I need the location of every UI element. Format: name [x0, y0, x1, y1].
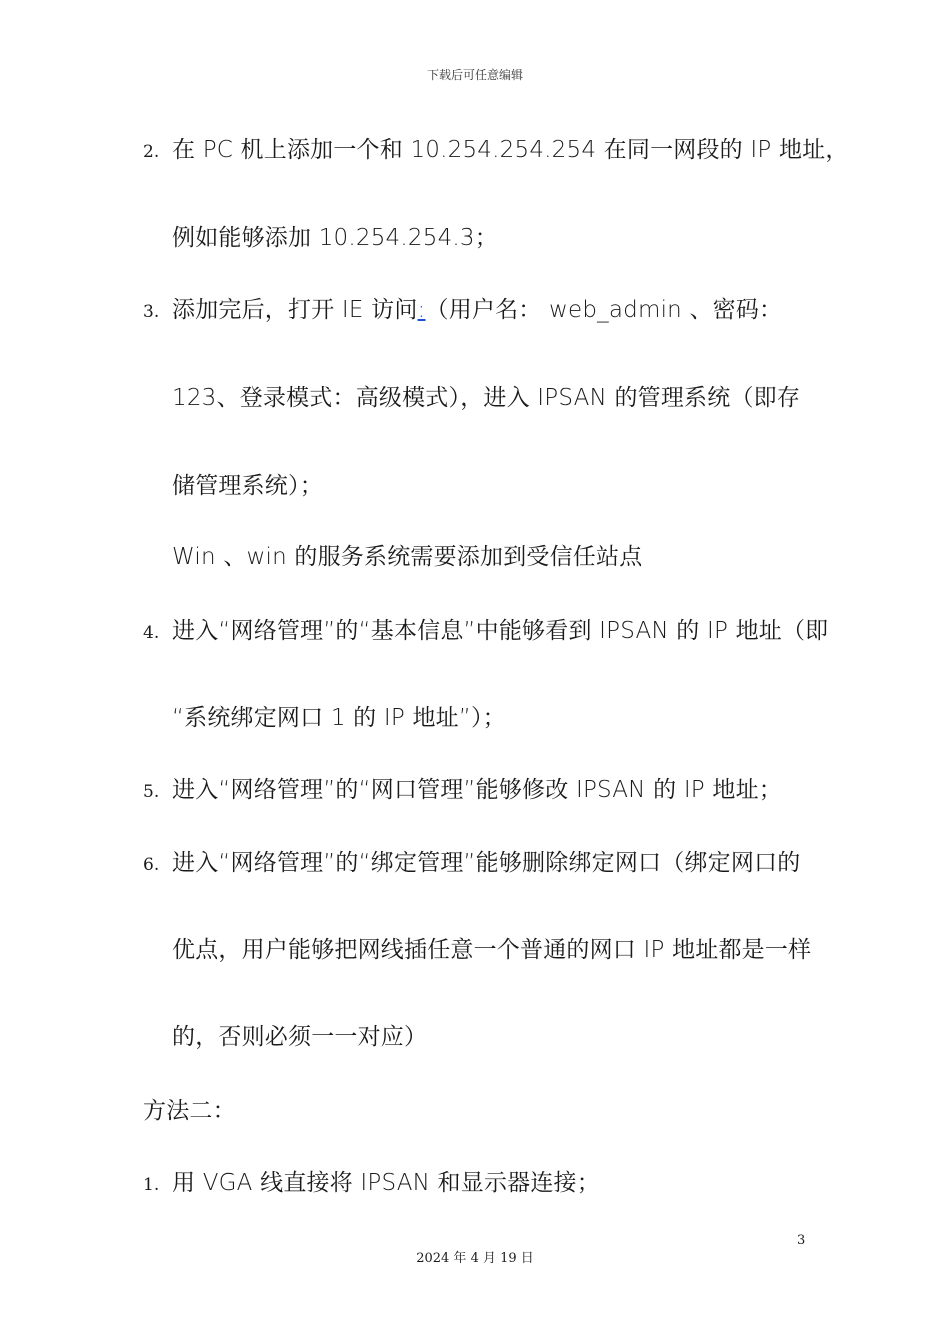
list-number: 6. [143, 855, 160, 875]
list-item-text: 优点，用户能够把网线插任意一个普通的网口 IP 地址都是一样 [172, 937, 812, 963]
list-item-text: 进入“网络管理”的“基本信息”中能够看到 IPSAN 的 IP 地址（即 [172, 618, 829, 644]
page-number: 3 [797, 1233, 806, 1248]
list-item-text: 例如能够添加 10.254.254.3； [172, 225, 498, 251]
section-heading: 方法二： [143, 1098, 236, 1124]
list-item-text: 的，否则必须一一对应） [172, 1024, 428, 1050]
page-header: 下载后可任意编辑 [426, 68, 523, 82]
list-item-text: 储管理系统）； [172, 473, 323, 499]
access-link[interactable]: : [417, 297, 426, 323]
note-text: Win 、win 的服务系统需要添加到受信任站点 [172, 544, 643, 570]
list-number: 4. [143, 623, 160, 643]
list-item-text: 进入“网络管理”的“绑定管理”能够删除绑定网口（绑定网口的 [172, 850, 801, 876]
footer-date: 2024 年 4 月 19 日 [416, 1251, 534, 1266]
list-item-text: 123、登录模式：高级模式），进入 IPSAN 的管理系统（即存 [172, 385, 801, 411]
list-item-text [172, 294, 782, 326]
list-item-text: 在 PC 机上添加一个和 10.254.254.254 在同一网段的 IP 地址， [172, 137, 849, 163]
list-item-text-part: （用户名： web_admin 、密码： [425, 297, 783, 323]
list-number: 1. [143, 1175, 160, 1195]
list-number: 3. [143, 302, 160, 322]
list-item-text: “系统绑定网口 1 的 IP 地址”）； [172, 705, 506, 731]
list-number: 5. [143, 782, 160, 802]
list-item-text-part: 添加完后，打开 IE 访问 [172, 297, 418, 323]
list-item-text: 用 VGA 线直接将 IPSAN 和显示器连接； [172, 1170, 600, 1196]
list-item-text: 进入“网络管理”的“网口管理”能够修改 IPSAN 的 IP 地址； [172, 777, 782, 803]
list-number: 2. [143, 142, 160, 162]
